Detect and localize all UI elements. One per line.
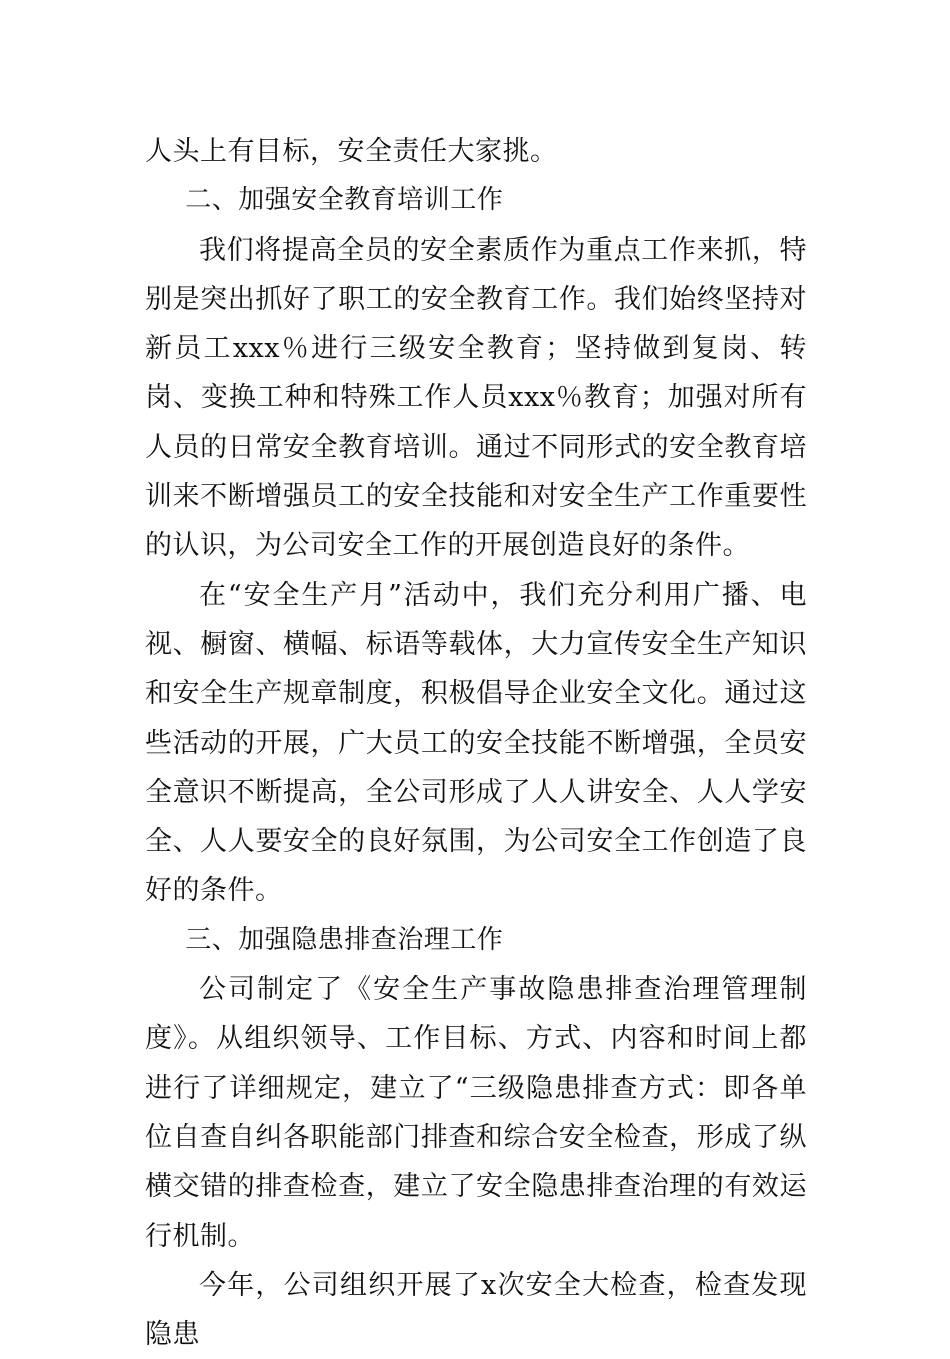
paragraph-inspections: 今年，公司组织开展了x次安全大检查，检查发现隐患 xyxy=(145,1269,807,1351)
section-heading-3: 三、加强隐患排查治理工作 xyxy=(185,924,504,955)
paragraph-continuation: 人头上有目标，安全责任大家挑。 xyxy=(145,136,558,167)
document-page xyxy=(145,127,807,1359)
paragraph-safety-month: 在“安全生产月”活动中，我们充分利用广播、电视、橱窗、横幅、标语等载体，大力宣传安全生产知识和安全生产规章制度，积极倡导企业安全文化。通过这些活动的开展，广大员工的安全技能不断增强，全员安全意识不断提高，全公司形成了人人讲安全、人人学安全、人人要安全的良好氛围，为公司安全工作创造了良好的条件。 xyxy=(145,579,807,907)
section-heading-2: 二、加强安全教育培训工作 xyxy=(185,185,504,216)
paragraph-hazard-system: 公司制定了《安全生产事故隐患排查治理管理制度》。从组织领导、工作目标、方式、内容和时间上都进行了详细规定，建立了“三级隐患排查方式：即各单位自查自纠各职能部门排查和综合安全检查，形成了纵横交错的排查检查，建立了安全隐患排查治理的有效运行机制。 xyxy=(145,974,807,1252)
paragraph-training: 我们将提高全员的安全素质作为重点工作来抓，特别是突出抓好了职工的安全教育工作。我们始终坚持对新员工xxx％进行三级安全教育；坚持做到复岗、转岗、变换工种和特殊工作人员xxx％教育；加强对所有人员的日常安全教育培训。通过不同形式的安全教育培训来不断增强员工的安全技能和对安全生产工作重要性的认识，为公司安全工作的开展创造良好的条件。 xyxy=(145,234,807,562)
